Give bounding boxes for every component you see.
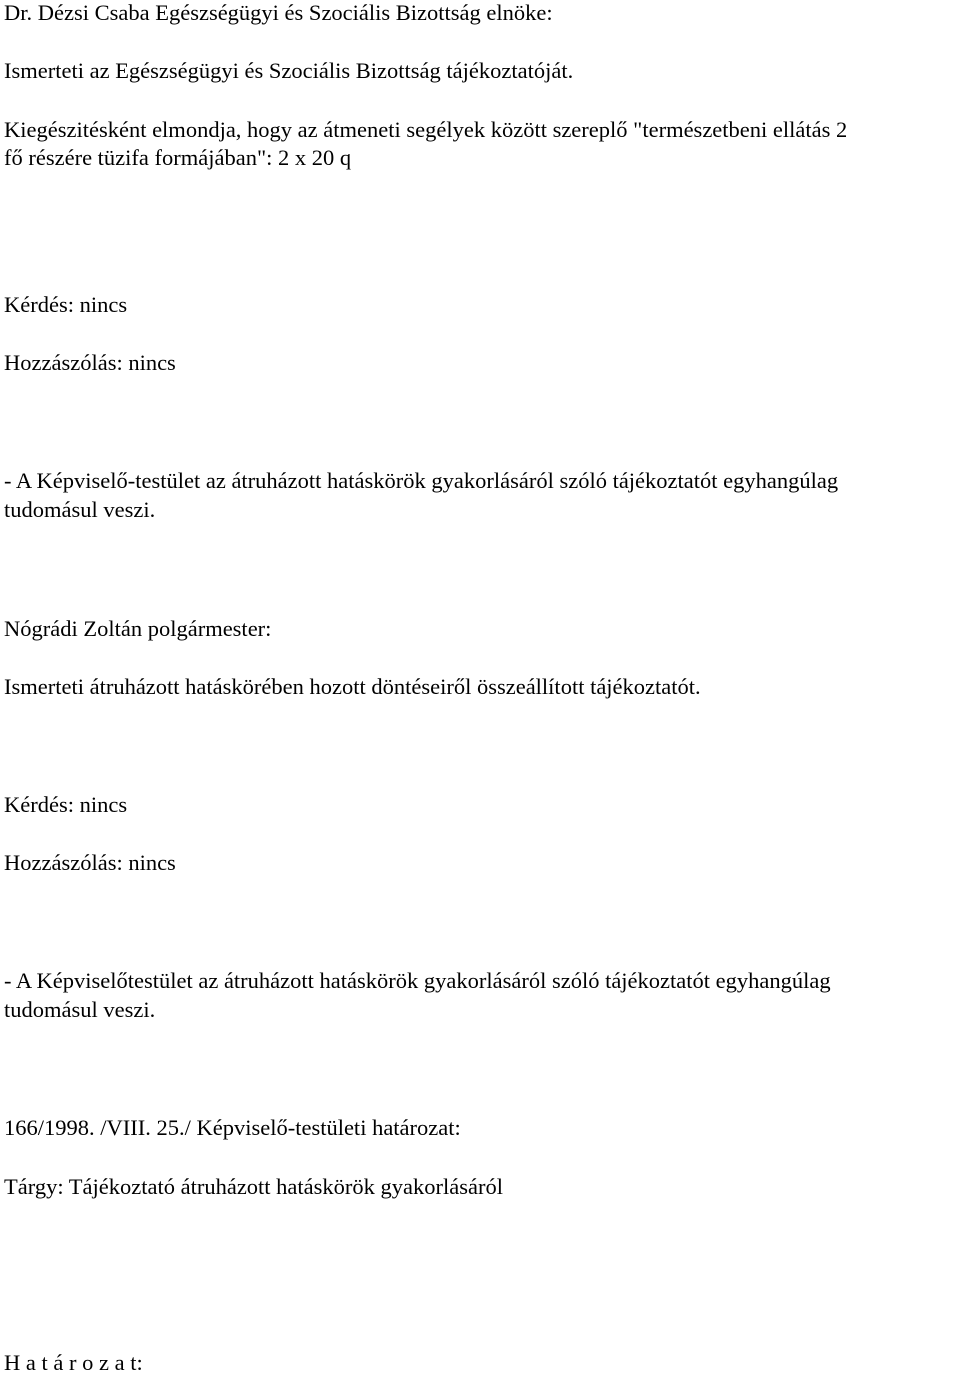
subject-line: Tárgy: Tájékoztató átruházott hatáskörök gyakorlásáról — [4, 1174, 503, 1199]
question-2-text: Kérdés: nincs — [4, 792, 128, 817]
decision-1-line-2: tudomásul veszi. — [4, 497, 156, 522]
question-1-text: Kérdés: nincs — [4, 292, 128, 317]
speaker-2-heading: Nógrádi Zoltán polgármester: — [4, 616, 272, 641]
resolution-heading: H a t á r o z a t: — [4, 1350, 143, 1375]
supplement-text-line-2: fő részére tüzifa formájában": 2 x 20 q — [4, 145, 352, 170]
decision-2-line-2: tudomásul veszi. — [4, 997, 156, 1022]
supplement-text-line-1: Kiegészitésként elmondja, hogy az átmeneti segélyek között szereplő "természetbeni ellátás 2 — [4, 117, 848, 142]
comment-2-text: Hozzászólás: nincs — [4, 850, 176, 875]
decision-1-line-1: - A Képviselő-testület az átruházott hatáskörök gyakorlásáról szóló tájékoztatót egyhangúlag — [4, 468, 839, 493]
speaker-1-heading: Dr. Dézsi Csaba Egészségügyi és Szociális Bizottság elnöke: — [4, 0, 553, 25]
decision-2-line-1: - A Képviselőtestület az átruházott hatáskörök gyakorlásáról szóló tájékoztatót egyhangúlag — [4, 968, 831, 993]
resolution-number: 166/1998. /VIII. 25./ Képviselő-testületi határozat: — [4, 1115, 461, 1140]
comment-1-text: Hozzászólás: nincs — [4, 350, 176, 375]
intro-1-text: Ismerteti az Egészségügyi és Szociális Bizottság tájékoztatóját. — [4, 58, 574, 83]
intro-2-text: Ismerteti átruházott hatáskörében hozott döntéseiről összeállított tájékoztatót. — [4, 674, 701, 699]
